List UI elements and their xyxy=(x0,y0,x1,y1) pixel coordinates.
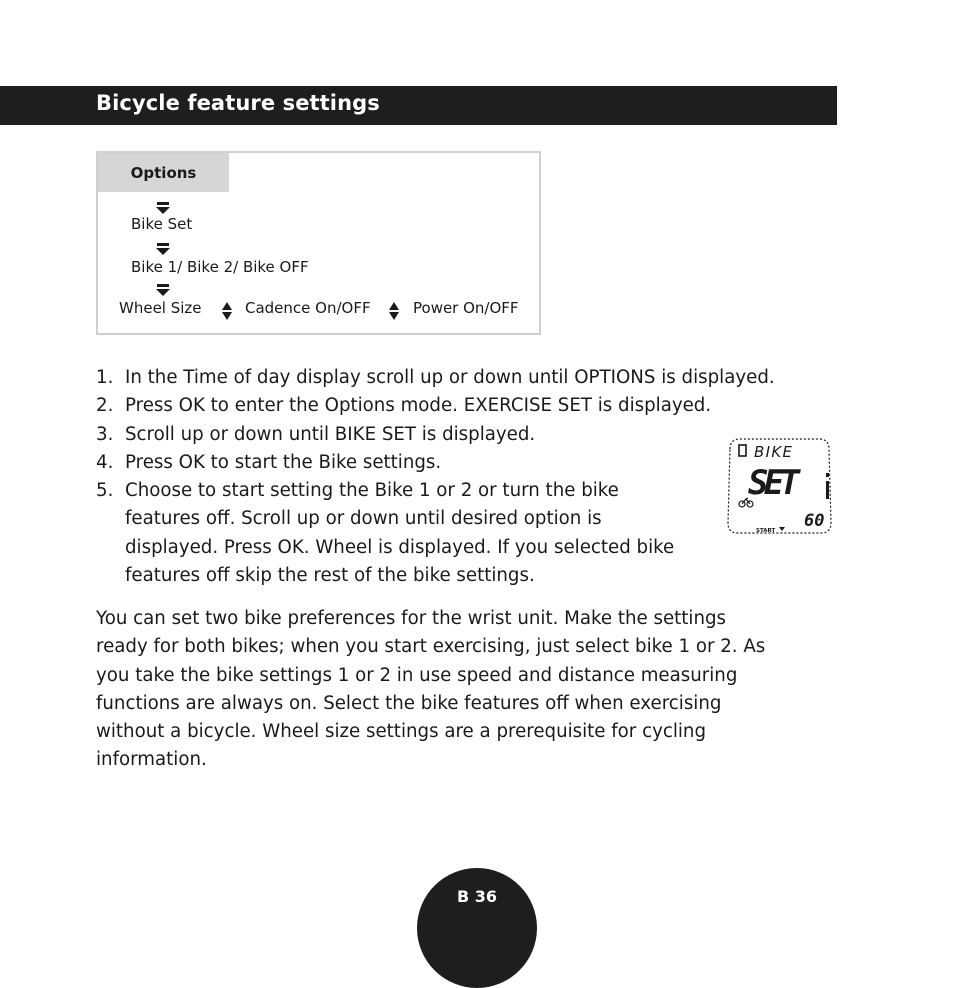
memory-icon xyxy=(739,445,746,456)
watch-start-label: START xyxy=(756,528,776,534)
list-item: 3. Scroll up or down until BIKE SET is displayed. xyxy=(96,423,536,445)
up-down-arrows-icon xyxy=(389,302,399,322)
instruction-steps xyxy=(96,364,836,590)
title-bar xyxy=(0,86,837,125)
menu-bike-select: Bike 1/ Bike 2/ Bike OFF xyxy=(131,258,309,276)
menu-bike-set: Bike Set xyxy=(131,215,193,233)
arrow-down-icon xyxy=(156,289,170,296)
menu-option-wheel-size: Wheel Size xyxy=(119,299,202,317)
page-number: B 36 xyxy=(456,887,498,906)
watch-main-text: SET xyxy=(748,463,800,503)
watch-corner-value: 60 xyxy=(804,511,825,531)
list-item: 1. In the Time of day display scroll up or down until OPTIONS is displayed. xyxy=(96,367,775,388)
menu-option-cadence: Cadence On/OFF xyxy=(245,299,371,317)
list-item: 5. Choose to start setting the Bike 1 or 2 or turn the bike features off. Scroll up or down until desired option is displayed. Press OK. Wheel is displayed. If you selected bike features off skip the rest of the bike settings. xyxy=(96,480,675,587)
watch-display-illustration xyxy=(726,437,833,535)
watch-top-text: BIKE xyxy=(754,443,792,461)
description-paragraph: You can set two bike preferences for the wrist unit. Make the settings ready for both bikes; when you start exercising, just select bike 1 or 2. As you take the bike settings 1 or 2 in use speed and distance measuring functions are always on. Select the bike features off when exercising without a bicycle. Wheel size settings are a prerequisite for cycling information. xyxy=(96,608,766,771)
page-number-tab xyxy=(417,868,537,988)
menu-option-power: Power On/OFF xyxy=(413,299,519,317)
list-item: 2. Press OK to enter the Options mode. EXERCISE SET is displayed. xyxy=(96,395,712,417)
options-tab: Options xyxy=(98,153,229,192)
options-menu-diagram xyxy=(96,151,541,335)
arrow-down-icon xyxy=(156,248,170,255)
arrow-down-icon xyxy=(156,207,170,214)
up-down-arrows-icon xyxy=(222,302,232,322)
start-arrow-icon xyxy=(779,527,785,531)
page-title: Bicycle feature settings xyxy=(96,91,380,115)
scroll-indicator-icon xyxy=(826,473,829,477)
list-item: 4. Press OK to start the Bike settings. xyxy=(96,451,442,473)
